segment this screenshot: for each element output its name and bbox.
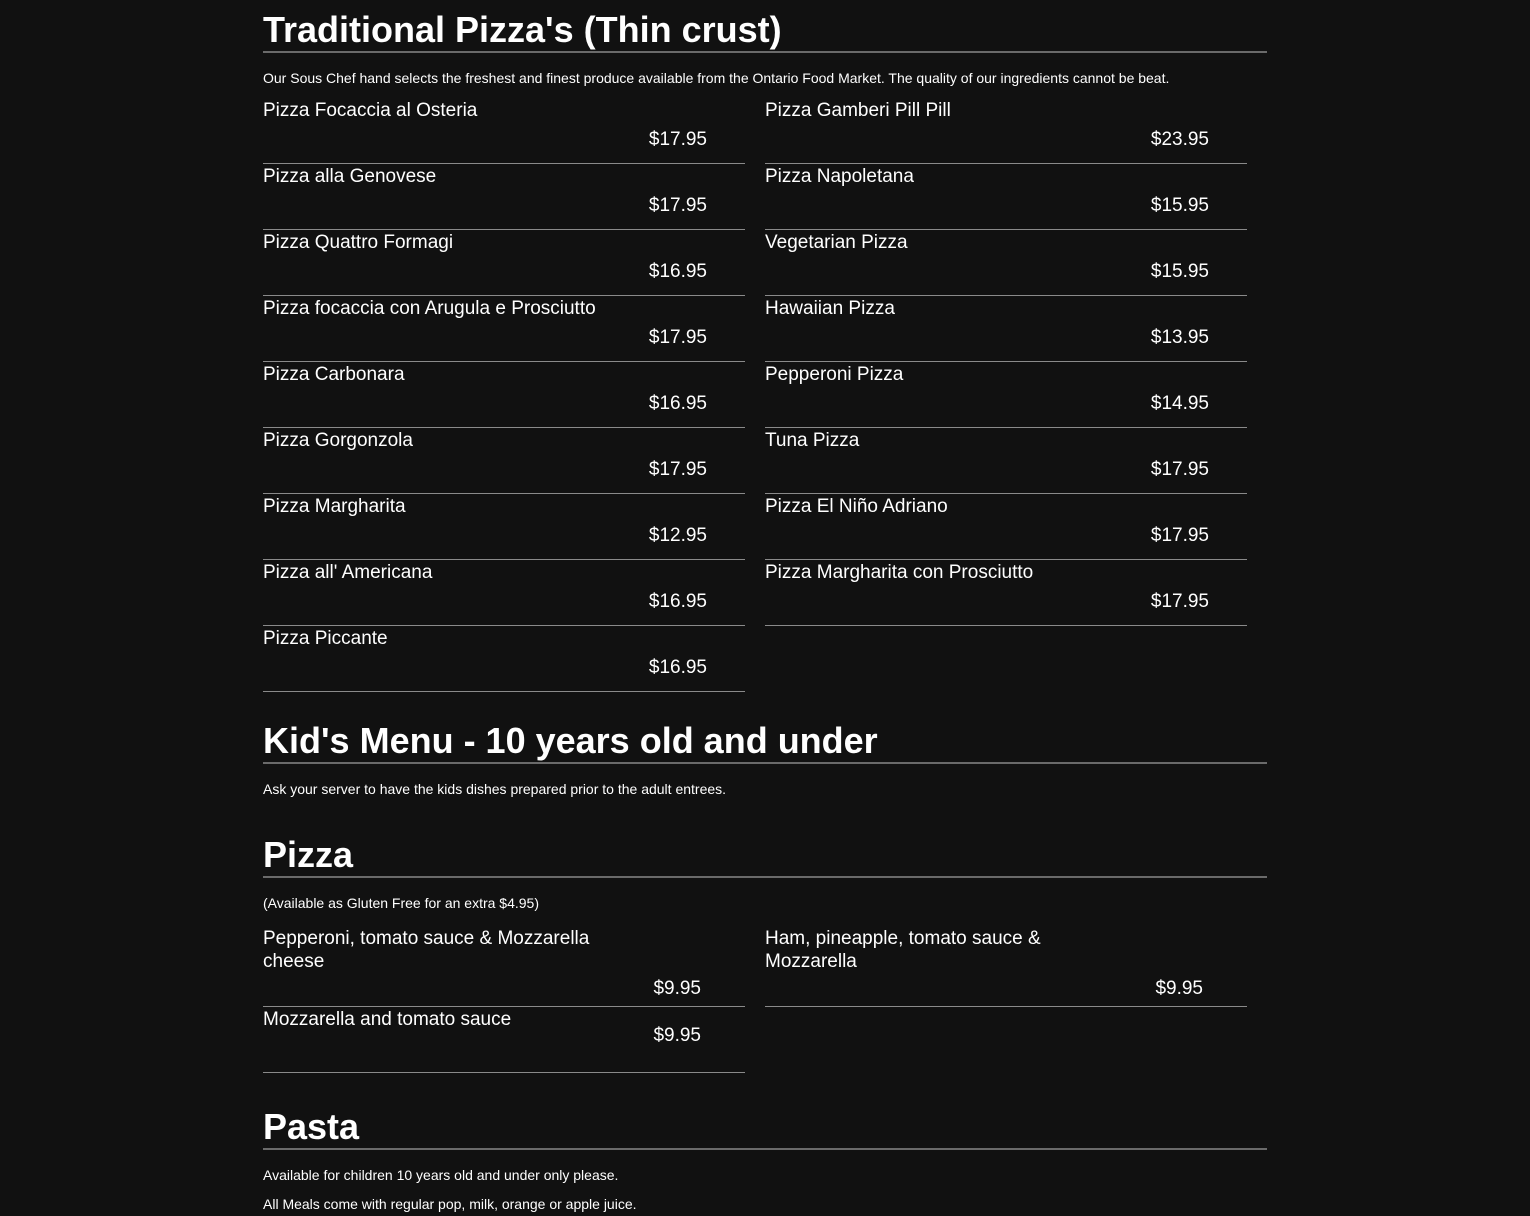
menu-item-name: Pizza Gamberi Pill Pill <box>765 100 951 121</box>
menu-item <box>263 164 745 230</box>
section-description: Ask your server to have the kids dishes prepared prior to the adult entrees. <box>263 781 727 797</box>
kids-pizza-list <box>263 926 1247 1073</box>
menu-item-price: $17.95 <box>648 459 707 480</box>
section-description: Available for children 10 years old and under only please. <box>263 1167 619 1183</box>
menu-item-price: $13.95 <box>1150 327 1209 348</box>
menu-item-name: Pizza Carbonara <box>263 364 405 385</box>
kids-pizza-section <box>263 834 1267 1046</box>
menu-item <box>765 164 1247 230</box>
menu-item <box>765 362 1247 428</box>
section-note: All Meals come with regular pop, milk, orange or apple juice. <box>263 1196 637 1212</box>
menu-item-price: $17.95 <box>1150 525 1209 546</box>
section-title: Pizza <box>263 834 1267 878</box>
menu-item-price: $17.95 <box>648 195 707 216</box>
menu-item <box>765 494 1247 560</box>
menu-item-price: $16.95 <box>648 261 707 282</box>
menu-item <box>263 428 745 494</box>
menu-item-name: Pizza El Niño Adriano <box>765 496 948 517</box>
menu-item-name: Pizza focaccia con Arugula e Prosciutto <box>263 298 596 319</box>
section-description: (Available as Gluten Free for an extra $4.95) <box>263 895 540 911</box>
menu-item <box>263 98 745 164</box>
menu-item-name: Pizza Quattro Formagi <box>263 232 454 253</box>
menu-item-price: $17.95 <box>1150 591 1209 612</box>
menu-item <box>765 98 1247 164</box>
menu-item-price: $14.95 <box>1150 393 1209 414</box>
menu-item-price: $16.95 <box>648 657 707 678</box>
menu-item <box>263 362 745 428</box>
menu-item-price: $16.95 <box>648 393 707 414</box>
menu-item-price: $9.95 <box>653 978 701 999</box>
section-description: Our Sous Chef hand selects the freshest and finest produce available from the Ontario Food Market. The quality of our ingredients cannot be beat. <box>263 70 1170 86</box>
menu-item-price: $15.95 <box>1150 261 1209 282</box>
menu-item-price: $17.95 <box>648 327 707 348</box>
kids-pasta-section <box>263 1106 1267 1212</box>
menu-item <box>263 296 745 362</box>
menu-item-price: $17.95 <box>648 129 707 150</box>
menu-item <box>765 296 1247 362</box>
menu-item-name: Pizza Piccante <box>263 628 388 649</box>
kids-menu-section <box>263 720 1267 797</box>
menu-item-price: $9.95 <box>653 1025 701 1046</box>
menu-item <box>765 926 1247 1007</box>
menu-item-price: $15.95 <box>1150 195 1209 216</box>
section-title: Pasta <box>263 1106 1267 1150</box>
menu-item-name: Pizza all' Americana <box>263 562 433 583</box>
menu-item <box>263 560 745 626</box>
menu-item-name: Ham, pineapple, tomato sauce & Mozzarella <box>765 928 1041 972</box>
menu-item-name: Pizza Gorgonzola <box>263 430 413 451</box>
menu-item-name: Mozzarella and tomato sauce <box>263 1009 512 1030</box>
section-title: Traditional Pizza's (Thin crust) <box>263 9 1267 53</box>
menu-item-name: Pizza Focaccia al Osteria <box>263 100 478 121</box>
menu-item <box>765 230 1247 296</box>
menu-item <box>263 1007 745 1073</box>
menu-item <box>263 626 745 692</box>
menu-item-name: Pepperoni, tomato sauce & Mozzarella cheese <box>263 928 590 972</box>
traditional-pizza-section <box>263 9 1267 678</box>
menu-item-price: $12.95 <box>648 525 707 546</box>
menu-item-name: Pizza alla Genovese <box>263 166 437 187</box>
menu-item-name: Tuna Pizza <box>765 430 860 451</box>
menu-item-name: Pizza Margharita <box>263 496 406 517</box>
menu-item <box>263 494 745 560</box>
menu-item <box>263 926 745 1007</box>
menu-item-price: $17.95 <box>1150 459 1209 480</box>
menu-item-name: Pizza Napoletana <box>765 166 914 187</box>
menu-item-name: Hawaiian Pizza <box>765 298 895 319</box>
menu-item-price: $9.95 <box>1155 978 1203 999</box>
menu-item-name: Pepperoni Pizza <box>765 364 904 385</box>
menu-item <box>765 560 1247 626</box>
traditional-pizza-list <box>263 98 1247 692</box>
menu-item-name: Vegetarian Pizza <box>765 232 908 253</box>
menu-item-price: $23.95 <box>1150 129 1209 150</box>
menu-item <box>765 428 1247 494</box>
menu-item-price: $16.95 <box>648 591 707 612</box>
menu-item <box>263 230 745 296</box>
section-title: Kid's Menu - 10 years old and under <box>263 720 1267 764</box>
menu-item-name: Pizza Margharita con Prosciutto <box>765 562 1034 583</box>
